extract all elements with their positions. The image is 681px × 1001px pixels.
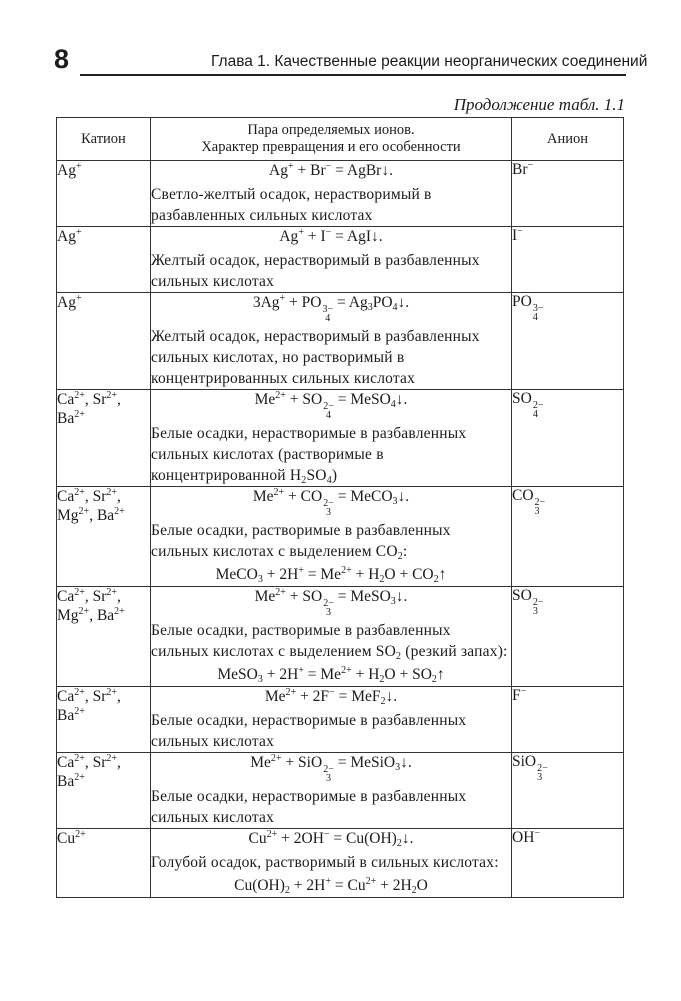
reaction-description: Желтый осадок, нерастворимый в разбавленных сильных кислотах, но растворимый в концентрированных сильных кислотах: [151, 328, 480, 387]
reaction-cell: [151, 293, 512, 390]
reaction-cell: [151, 227, 512, 293]
reaction-cell: [151, 161, 512, 227]
reaction-equation: $Cu^{2+} + 2OH^-$ = $Cu(OH)_2↓$.: [248, 829, 414, 849]
page-number: 8: [54, 44, 70, 74]
header-cation: Катион: [57, 118, 151, 161]
anion-cell: F−: [512, 687, 624, 753]
table-row: [57, 587, 624, 687]
reaction-equation: $Me^{2+}$ + SO 2− 4 = MeSO$_4$↓.: [254, 390, 408, 421]
table-row: [57, 293, 624, 390]
table-row: [57, 390, 624, 487]
anion-cell: CO 2− 3: [512, 487, 624, 587]
reaction-cell: [151, 753, 512, 829]
cation-cell: $Ca^{2+}$, $Sr^{2+}$, $Mg^{2+}$, $Ba^{2+}$: [57, 487, 151, 587]
cation-cell: $Ca^{2+}$, $Sr^{2+}$, $Ba^{2+}$: [57, 390, 151, 487]
dissolution-equation: $Cu(OH)_2 + 2H^+ = Cu^{2+} + 2H_2O$: [234, 876, 428, 896]
dissolution-equation: MeCO$_3$ + $2H^+ = Me^{2+} + H_2O$ + $CO_2↑$: [215, 565, 447, 585]
reaction-cell: [151, 829, 512, 898]
reaction-description: Белые осадки, нерастворимые в разбавленных сильных кислотах: [151, 788, 467, 826]
reaction-cell: [151, 487, 512, 587]
reaction-cell: [151, 587, 512, 687]
reaction-description: Желтый осадок, нерастворимый в разбавленных сильных кислотах: [151, 252, 480, 290]
cation-cell: Ag+: [57, 293, 151, 390]
dissolution-equation: MeSO$_3$ + $2H^+ = Me^{2+} + H_2O$ + $SO_2↑$: [217, 665, 445, 685]
anion-cell: SiO 2− 3: [512, 753, 624, 829]
reaction-equation: 3Ag+ + PO 3− 4 = $Ag_3PO_4↓$.: [252, 293, 410, 324]
reaction-description: Белые осадки, нерастворимые в разбавленных сильных кислотах (растворимые в концентрированной $H_2SO_4$): [151, 425, 467, 486]
reaction-description: Белые осадки, растворимые в разбавленных сильных кислотах с выделением $SO_2$ (резкий запах):: [151, 622, 508, 662]
header-pair-line2: Характер превращения и его особенности: [201, 139, 461, 155]
table-row: [57, 753, 624, 829]
cation-cell: Ag+: [57, 227, 151, 293]
reaction-equation: Ag+ + Br− = AgBr↓.: [269, 161, 393, 179]
header-anion: Анион: [512, 118, 624, 161]
table-continuation-label: Продолжение табл. 1.1: [453, 95, 625, 114]
table-body: [57, 161, 624, 898]
table-row: [57, 227, 624, 293]
table-row: [57, 687, 624, 753]
reaction-equation: $Me^{2+} + 2F^-$ = MeF$_2$↓.: [264, 687, 398, 707]
reaction-description: Белые осадки, нерастворимые в разбавленных сильных кислотах: [151, 712, 467, 750]
header-pair-line1: Пара определяемых ионов.: [247, 122, 415, 138]
anion-cell: PO 3− 4: [512, 293, 624, 390]
ion-reactions-table: [56, 117, 624, 898]
table-row: [57, 829, 624, 898]
cation-cell: Ag+: [57, 161, 151, 227]
header-pair: [151, 118, 512, 161]
anion-cell: Br−: [512, 161, 624, 227]
reaction-equation: $Me^{2+}$ + SiO 2− 3 = MeSiO$_3$↓.: [250, 753, 412, 784]
reaction-description: Светло-желтый осадок, нерастворимый в разбавленных сильных кислотах: [151, 186, 432, 224]
reaction-cell: [151, 687, 512, 753]
table-row: [57, 487, 624, 587]
anion-cell: I−: [512, 227, 624, 293]
anion-cell: OH−: [512, 829, 624, 898]
anion-cell: SO 2− 4: [512, 390, 624, 487]
cation-cell: $Ca^{2+}$, $Sr^{2+}$, $Ba^{2+}$: [57, 687, 151, 753]
reaction-equation: $Me^{2+}$ + SO 2− 3 = MeSO$_3$↓.: [254, 587, 408, 618]
reaction-cell: [151, 390, 512, 487]
table-header-row: [57, 118, 624, 161]
reaction-equation: Ag+ + I− = AgI↓.: [279, 227, 383, 245]
cation-cell: $Ca^{2+}$, $Sr^{2+}$, $Mg^{2+}$, $Ba^{2+}$: [57, 587, 151, 687]
chapter-title: Глава 1. Качественные реакции неорганических соединений: [211, 53, 648, 70]
reaction-description: Голубой осадок, растворимый в сильных кислотах:: [151, 854, 499, 871]
reaction-description: Белые осадки, растворимые в разбавленных сильных кислотах с выделением $CO_2$:: [151, 522, 451, 562]
cation-cell: $Ca^{2+}$, $Sr^{2+}$, $Ba^{2+}$: [57, 753, 151, 829]
cation-cell: $Cu^{2+}$: [57, 829, 151, 898]
reaction-equation: $Me^{2+}$ + CO 2− 3 = MeCO$_3$↓.: [252, 487, 410, 518]
anion-cell: SO 2− 3: [512, 587, 624, 687]
table-row: [57, 161, 624, 227]
header-rule: [80, 74, 626, 76]
